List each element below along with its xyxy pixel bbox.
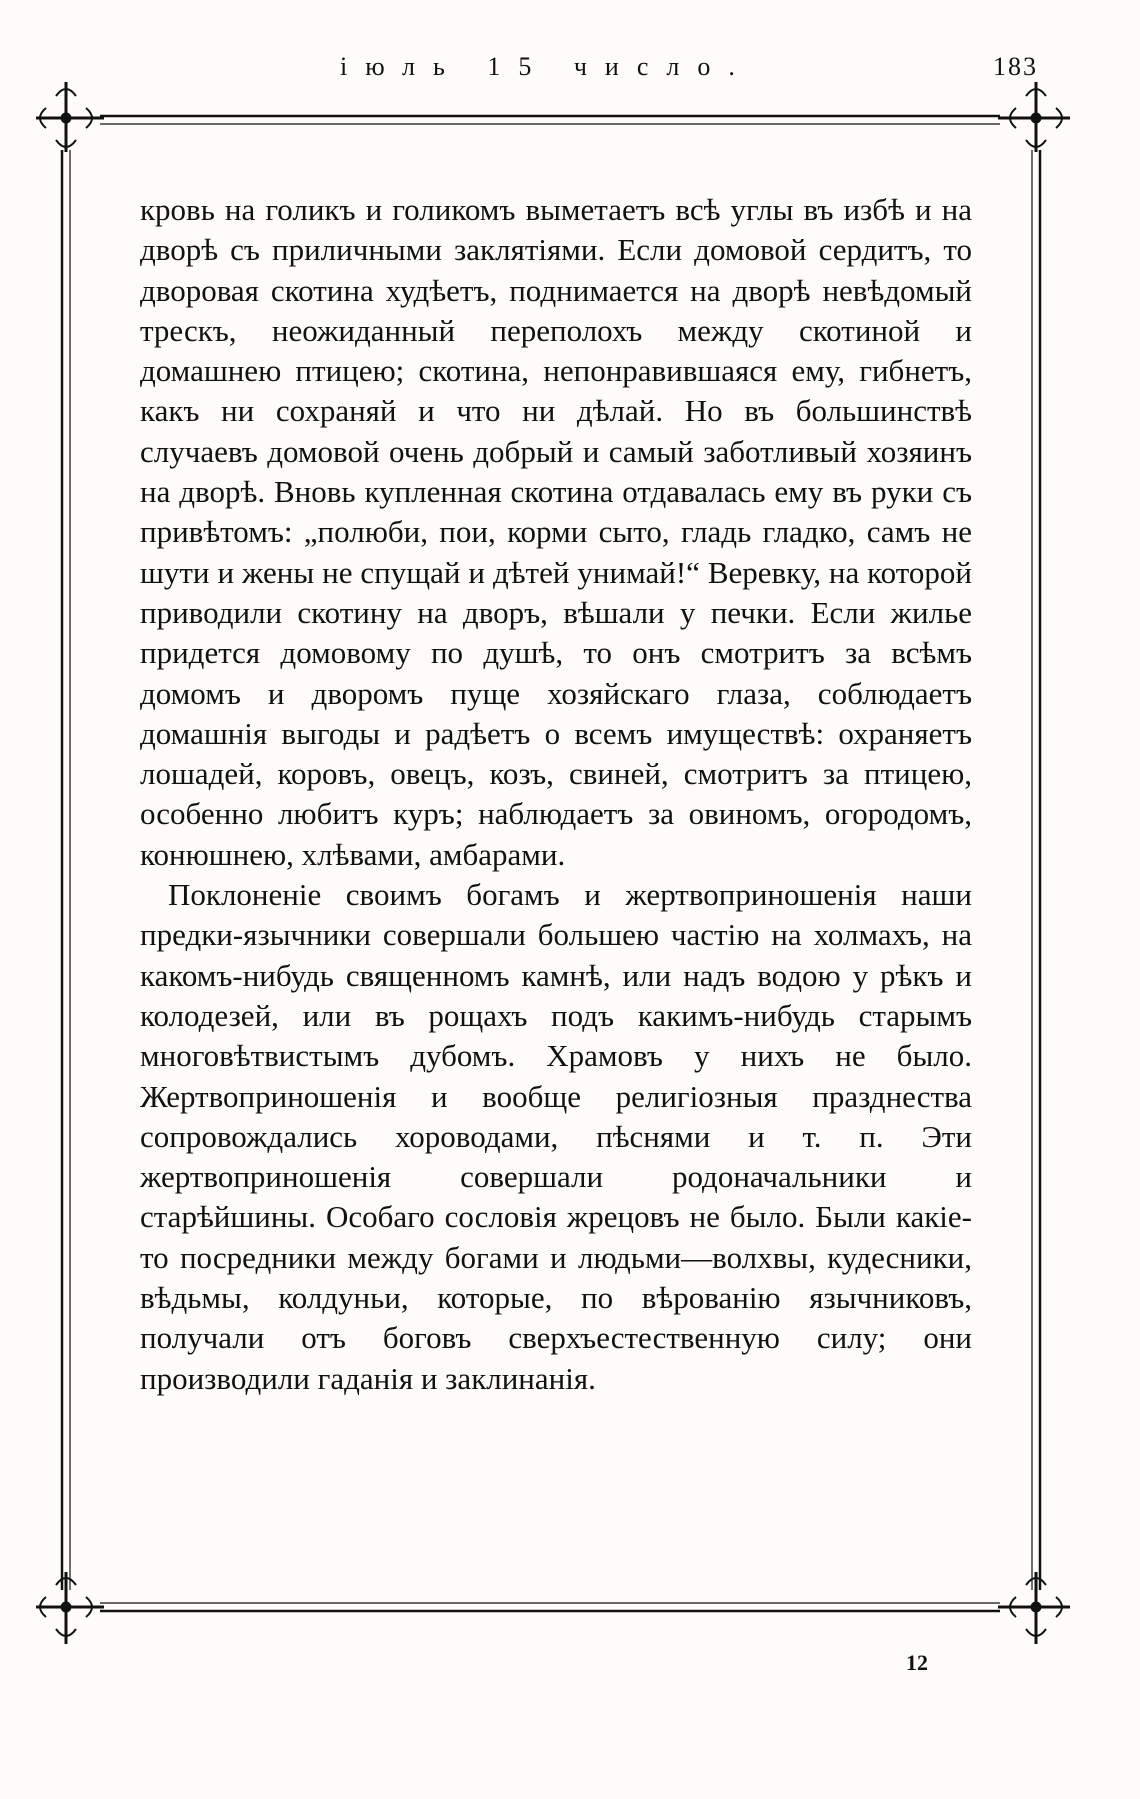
corner-ornament-top-left [36, 82, 104, 152]
corner-ornament-bottom-right [998, 1572, 1070, 1644]
running-title: іюль 15 число. [340, 52, 753, 81]
page-number: 183 [993, 52, 1038, 81]
paragraph-2: Поклоненіе своимъ богамъ и жертвоприношенія наши предки-язычники совершали большею частію на холмахъ, на какомъ-нибудь священномъ камнѣ, или надъ водою у рѣкъ и колодезей, или въ рощахъ подъ какимъ-нибудь старымъ многовѣтвистымъ дубомъ. Храмовъ у нихъ не было. Жертвоприношенія и вообще религіозныя празднества сопровождались хороводами, пѣснями и т. п. Эти жертвоприношенія совершали родоначальники и старѣйшины. Особаго сословія жрецовъ не было. Были какіе-то посредники между богами и людьми—волхвы, кудесники, вѣдьмы, колдуньи, которые, по вѣрованію язычниковъ, получали отъ боговъ сверхъестественную силу; они производили гаданія и заклинанія. [140, 877, 972, 1396]
body-text [140, 190, 972, 1399]
signature-mark: 12 [906, 1650, 928, 1675]
paragraph-1: кровь на голикъ и голикомъ выметаетъ всѣ углы въ избѣ и на дворѣ съ приличными заклятіями. Если домовой сердитъ, то дворовая скотина худѣетъ, поднимается на дворѣ невѣдомый трескъ, неожиданный переполохъ между скотиной и домашнею птицею; скотина, непонравившаяся ему, гибнетъ, какъ ни сохраняй и что ни дѣлай. Но въ большинствѣ случаевъ домовой очень добрый и самый заботливый хозяинъ на дворѣ. Вновь купленная скотина отдавалась ему въ руки съ привѣтомъ: „полюби, пои, корми сыто, гладь гладко, самъ не шути и жены не спущай и дѣтей унимай!“ Веревку, на которой приводили скотину на дворъ, вѣшали у печки. Если жилье придется домовому по душѣ, то онъ смотритъ за всѣмъ домомъ и дворомъ пуще хозяйскаго глаза, соблюдаетъ домашнія выгоды и радѣетъ о всемъ имуществѣ: охраняетъ лошадей, коровъ, овецъ, козъ, свиней, смотритъ за птицею, особенно любитъ куръ; наблюдаетъ за овиномъ, огородомъ, конюшнею, хлѣвами, амбарами. [140, 192, 972, 872]
corner-ornament-top-right [998, 82, 1070, 152]
